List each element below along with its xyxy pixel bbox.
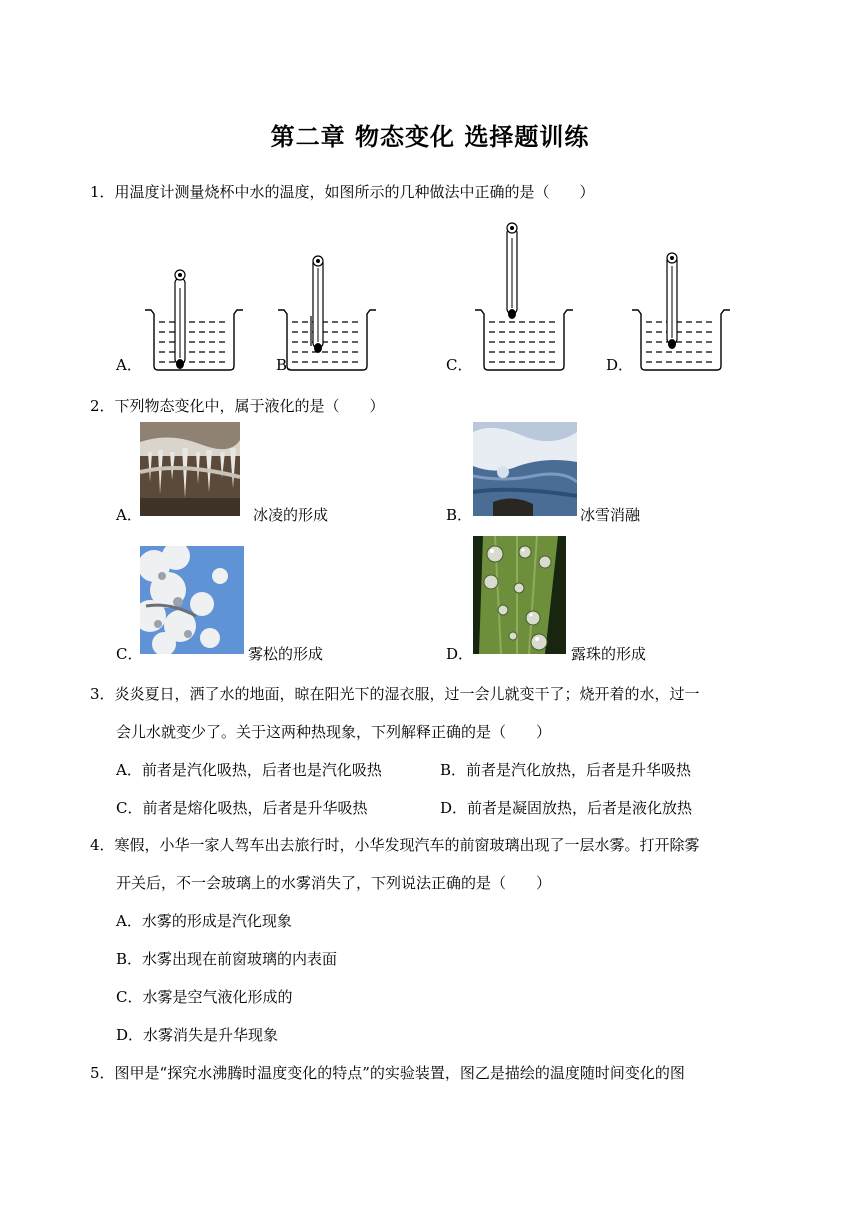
dew-drops-photo (473, 536, 566, 654)
q2-option-b-label: B． (446, 506, 473, 524)
page-title: 第二章 物态变化 选择题训练 (270, 122, 590, 151)
q1-option-c-label: C． (446, 356, 473, 374)
q2-option-c-label: C． (116, 645, 143, 663)
snow-melt-photo (473, 422, 577, 516)
question-3-line-1: 3．炎炎夏日，洒了水的地面，晾在阳光下的湿衣服，过一会儿就变干了；烧开着的水，过一 (90, 685, 700, 703)
q2-option-d-text: 露珠的形成 (571, 645, 647, 663)
q2-option-c-text: 雾松的形成 (248, 645, 324, 663)
icicle-photo (140, 422, 240, 516)
q3-option-a: A．前者是汽化吸热，后者也是汽化吸热 (116, 761, 382, 779)
q3-option-d: D．前者是凝固放热，后者是液化放热 (440, 799, 693, 817)
figure-d-beaker (632, 253, 730, 370)
thermometer-figures (100, 218, 780, 380)
q4-option-d: D．水雾消失是升华现象 (116, 1026, 279, 1044)
q2-option-a-text: 冰凌的形成 (253, 506, 329, 524)
q2-option-b-text: 冰雪消融 (580, 506, 641, 524)
question-5-line-1: 5．图甲是“探究水沸腾时温度变化的特点”的实验装置，图乙是描绘的温度随时间变化的图 (90, 1064, 685, 1082)
q1-option-d-label: D． (606, 356, 634, 374)
q2-option-a-label: A． (116, 506, 142, 524)
question-1-stem: 1．用温度计测量烧杯中水的温度，如图所示的几种做法中正确的是（ ） (90, 183, 595, 201)
q4-option-b: B．水雾出现在前窗玻璃的内表面 (116, 950, 338, 968)
rime-photo (140, 546, 244, 654)
figure-b-beaker (278, 256, 376, 370)
q4-option-a: A．水雾的形成是汽化现象 (116, 912, 292, 930)
q2-option-d-label: D． (446, 645, 474, 663)
q3-option-c: C．前者是熔化吸热，后者是升华吸热 (116, 799, 368, 817)
figure-a-beaker (145, 270, 243, 370)
figure-c-beaker (475, 223, 573, 370)
question-2-stem: 2．下列物态变化中，属于液化的是（ ） (90, 397, 385, 415)
question-3-line-2: 会儿水就变少了。关于这两种热现象，下列解释正确的是（ ） (116, 723, 552, 741)
q1-option-a-label: A． (116, 356, 142, 374)
q3-option-b: B．前者是汽化放热，后者是升华吸热 (440, 761, 692, 779)
question-4-line-1: 4．寒假，小华一家人驾车出去旅行时，小华发现汽车的前窗玻璃出现了一层水雾。打开除雾 (90, 836, 700, 854)
q1-option-b-label: B． (276, 356, 303, 374)
q4-option-c: C．水雾是空气液化形成的 (116, 988, 293, 1006)
question-4-line-2: 开关后，不一会玻璃上的水雾消失了，下列说法正确的是（ ） (116, 874, 552, 892)
